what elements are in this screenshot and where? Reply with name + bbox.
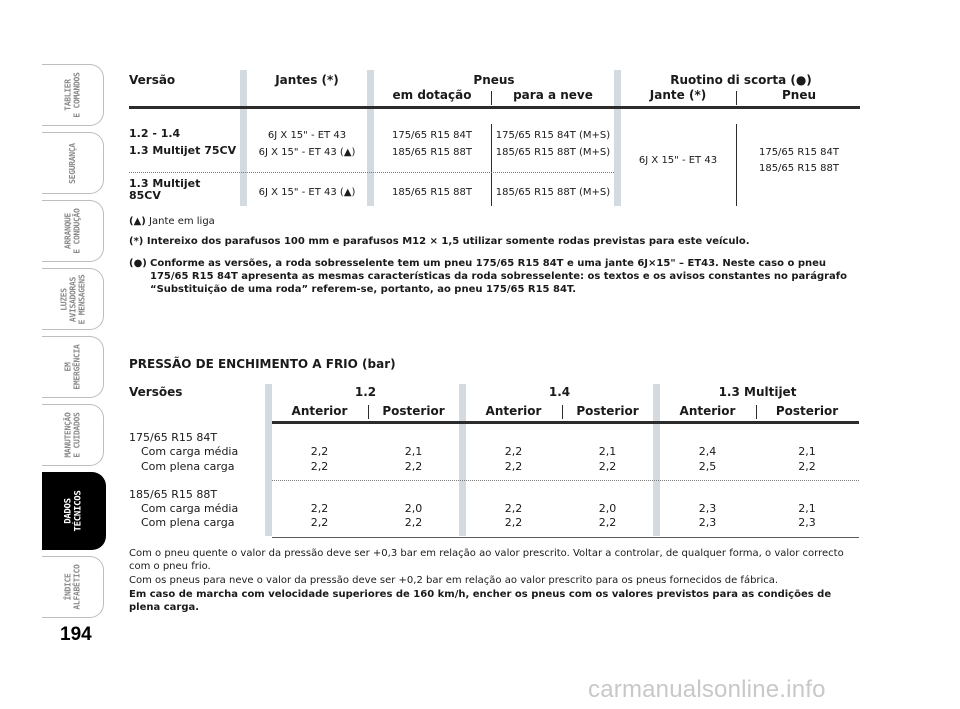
pressure-value: 2,1 <box>798 445 816 458</box>
table-bottom-rule <box>272 537 859 538</box>
pressure-value: 2,0 <box>404 502 423 515</box>
pressure-value: 2,1 <box>404 445 423 458</box>
row1-versao-a: 1.2 - 1.4 <box>129 127 181 140</box>
spare-pneu-a: 175/65 R15 84T <box>758 147 840 158</box>
pressure-value: 2,2 <box>504 460 523 473</box>
header-posterior-12: Posterior <box>382 404 445 418</box>
header-jante: Jante (*) <box>649 88 707 102</box>
pressure-value: 2,2 <box>504 445 523 458</box>
row1-jante-b: 6J X 15" - ET 43 (▲) <box>258 147 356 158</box>
tab-label: SEGURANÇA <box>68 142 77 184</box>
pressure-value: 2,4 <box>698 445 717 458</box>
header-1-3-multijet: 1.3 Multijet <box>718 385 797 399</box>
header-ruotino: Ruotino di scorta (●) <box>670 73 812 87</box>
pressure-value: 2,2 <box>310 502 329 515</box>
row1-dotacao-a: 175/65 R15 84T <box>391 130 473 141</box>
header-1-2: 1.2 <box>354 385 377 399</box>
pressure-value: 2,2 <box>404 460 423 473</box>
header-para-neve: para a neve <box>513 88 593 102</box>
tab-label: LUZES AVISADORAS E MENSAGENS <box>59 274 86 324</box>
pressure-value: 2,2 <box>598 460 617 473</box>
column-shading <box>367 70 374 206</box>
column-shading <box>653 384 660 536</box>
pressure-title: PRESSÃO DE ENCHIMENTO A FRIO (bar) <box>129 357 396 371</box>
page-number: 194 <box>60 624 92 645</box>
pressure-value: 2,5 <box>698 460 717 473</box>
tab-manutencao-cuidados[interactable] <box>42 404 104 466</box>
tab-dados-tecnicos[interactable] <box>42 472 106 550</box>
load-label: Com carga média <box>141 445 239 458</box>
header-anterior-13: Anterior <box>679 404 736 418</box>
row2-versao-a: 1.3 Multijet <box>129 177 201 190</box>
pressure-value: 2,2 <box>798 460 816 473</box>
header-versao: Versão <box>129 73 176 87</box>
footer-note-high-speed: Em caso de marcha com velocidade superiores de 160 km/h, encher os pneus com os valores previstos para as condições de plena carga. <box>129 589 832 613</box>
header-anterior-12: Anterior <box>291 404 348 418</box>
header-1-4: 1.4 <box>548 385 571 399</box>
pressure-value: 2,2 <box>310 445 329 458</box>
pressure-value: 2,1 <box>598 445 617 458</box>
pressure-value: 2,2 <box>504 502 523 515</box>
tab-label: DADOS TÉCNICOS <box>63 490 84 532</box>
row1-versao-b: 1.3 Multijet 75CV <box>129 144 237 157</box>
tyre-size-label: 175/65 R15 84T <box>129 431 218 444</box>
pressure-value: 2,0 <box>598 502 617 515</box>
footer-note-hot-tyre: Com o pneu quente o valor da pressão deve ser +0,3 bar em relação ao valor prescrito. Voltar a controlar, de qualquer forma, o valor correcto com o pneu frio. <box>129 548 844 572</box>
pressure-value: 2,3 <box>798 516 816 529</box>
pressure-value: 2,2 <box>598 516 617 529</box>
column-divider <box>562 405 563 419</box>
note-liga-text: Jante em liga <box>145 216 215 227</box>
header-posterior-14: Posterior <box>576 404 639 418</box>
header-anterior-14: Anterior <box>485 404 542 418</box>
header-versoes: Versões <box>129 385 183 399</box>
triangle-symbol: (▲) <box>129 216 146 227</box>
column-shading <box>240 70 247 206</box>
table-rule <box>272 421 859 424</box>
row1-neve-b: 185/65 R15 88T (M+S) <box>495 147 611 158</box>
tab-luzes-avisadoras[interactable] <box>42 268 104 330</box>
column-divider <box>491 91 492 105</box>
note-liga <box>129 215 215 228</box>
tab-label: MANUTENÇÃO E CUIDADOS <box>63 412 82 458</box>
tyre-size-label: 185/65 R15 88T <box>129 488 218 501</box>
row1-neve-a: 175/65 R15 84T (M+S) <box>495 130 611 141</box>
pressure-value: 2,3 <box>698 516 717 529</box>
tab-em-emergencia[interactable] <box>42 336 104 398</box>
spare-jante: 6J X 15" - ET 43 <box>638 155 718 166</box>
note-sobresselente-text: Conforme as versões, a roda sobresselente tem um pneu 175/65 R15 84T e uma jante 6J×15" – ET43. Neste caso o pneu 175/65 R15 84T apresenta as mesmas características da roda sobresselente: os textos e os avisos constantes no parágrafo “Substituição de uma roda” referem-se, portanto, ao pneu 175/65 R15 84T. <box>150 258 848 295</box>
note-intereixo: (*) Intereixo dos parafusos 100 mm e parafusos M12 × 1,5 utilizar somente rodas previstas para este veículo. <box>129 236 750 247</box>
header-pneu: Pneu <box>781 88 817 102</box>
pressure-value: 2,2 <box>504 516 523 529</box>
row1-jante-a: 6J X 15" - ET 43 <box>267 130 347 141</box>
row-divider <box>129 172 614 173</box>
row2-versao-b: 85CV <box>129 189 161 202</box>
row2-jante: 6J X 15" - ET 43 (▲) <box>258 187 356 198</box>
column-divider <box>368 405 369 419</box>
header-posterior-13: Posterior <box>775 404 839 418</box>
tab-label: ARRANQUE E CONDUÇÃO <box>63 208 82 254</box>
column-divider <box>736 91 737 105</box>
load-label: Com plena carga <box>141 516 235 529</box>
pressure-value: 2,2 <box>310 516 329 529</box>
footer-note-snow-tyre: Com os pneus para neve o valor da pressão deve ser +0,2 bar em relação ao valor prescrito para os pneus fornecidos de fábrica. <box>129 575 779 586</box>
header-pneus: Pneus <box>473 73 515 87</box>
pressure-value: 2,2 <box>310 460 329 473</box>
tab-label: EM EMERGÊNCIA <box>63 344 82 390</box>
table-rule <box>129 106 860 109</box>
load-label: Com plena carga <box>141 460 235 473</box>
load-label: Com carga média <box>141 502 239 515</box>
tab-label: ÍNDICE ALFABÉTICO <box>63 564 82 610</box>
column-divider <box>756 405 757 419</box>
watermark: carmanualsonline.info <box>588 676 826 703</box>
note-sobresselente <box>129 257 864 296</box>
pressure-value: 2,3 <box>698 502 717 515</box>
column-shading <box>265 384 272 536</box>
header-em-dotacao: em dotação <box>392 88 472 102</box>
spare-pneu-b: 185/65 R15 88T <box>758 163 840 174</box>
row1-dotacao-b: 185/65 R15 88T <box>391 147 473 158</box>
tab-seguranca[interactable] <box>42 132 104 194</box>
header-jantes: Jantes (*) <box>275 73 339 87</box>
pressure-value: 2,1 <box>798 502 816 515</box>
tab-label: TABLIER E COMANDOS <box>63 72 82 118</box>
tab-arranque-conducao[interactable] <box>42 200 104 262</box>
column-shading <box>459 384 466 536</box>
tab-tablier-comandos[interactable] <box>42 64 104 126</box>
tab-indice-alfabetico[interactable] <box>42 556 104 618</box>
circle-symbol: (●) <box>129 258 147 269</box>
row-divider <box>272 480 859 481</box>
row2-neve: 185/65 R15 88T (M+S) <box>495 187 611 198</box>
column-shading <box>614 70 621 206</box>
row2-dotacao: 185/65 R15 88T <box>391 187 473 198</box>
pressure-value: 2,2 <box>404 516 423 529</box>
